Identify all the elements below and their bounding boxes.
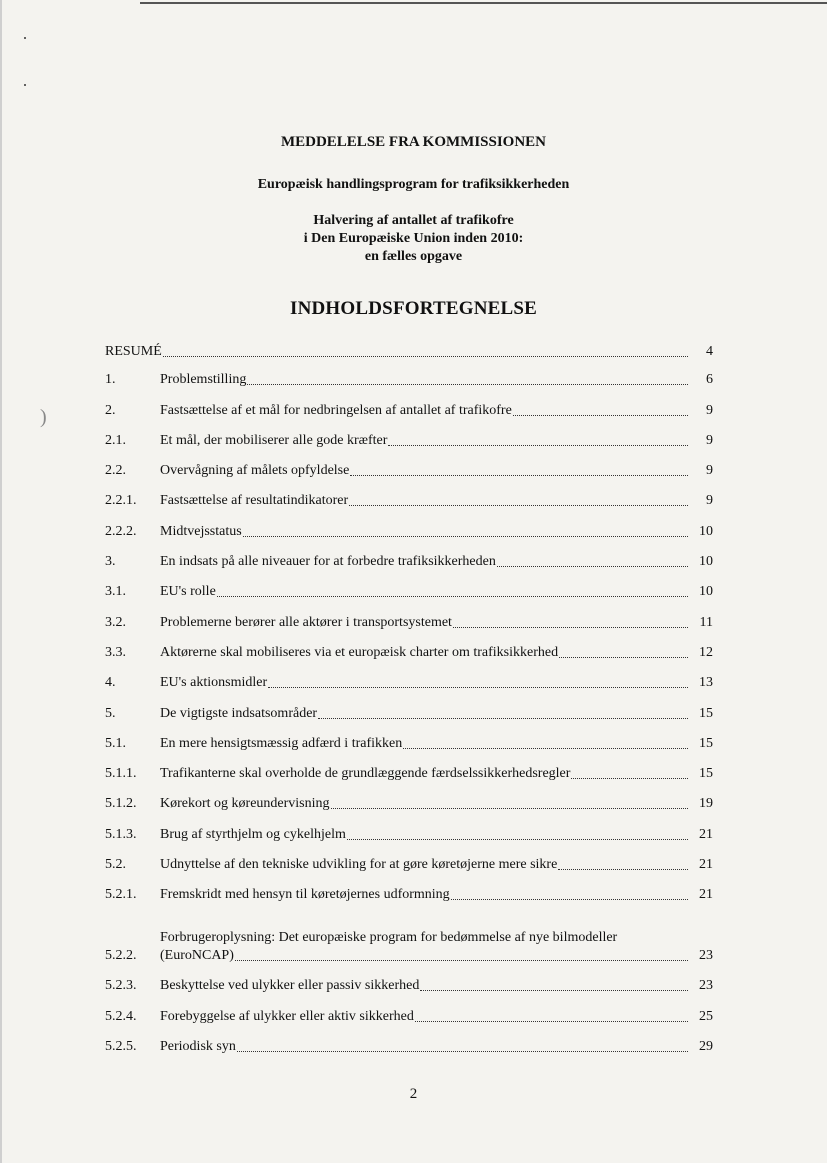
toc-entry[interactable] (105, 697, 713, 727)
dot-leader (331, 808, 688, 809)
toc-entry-label: Udnyttelse af den tekniske udvikling for at gøre køretøjerne mere sikre (160, 857, 558, 873)
toc-entry-page: 6 (706, 372, 713, 388)
toc-entry-number: 5.2.2. (105, 947, 137, 963)
toc-entry-number: 5.1.2. (105, 796, 137, 812)
dot-leader (451, 899, 688, 900)
toc-entry-page: 13 (699, 675, 713, 691)
dot-leader (559, 657, 688, 658)
toc-entry-label: Trafikanterne skal overholde de grundlæggende færdselssikkerhedsregler (160, 766, 571, 782)
page-number: 2 (409, 1086, 418, 1102)
dot-leader (247, 384, 688, 385)
toc-entry-page: 11 (699, 614, 713, 630)
toc-entry-page: 21 (699, 887, 713, 903)
dot-leader (497, 566, 688, 567)
toc-entry-number: 5.2.3. (105, 978, 137, 994)
toc-entry[interactable] (105, 637, 713, 667)
title-line: i Den Europæiske Union inden 2010: (303, 231, 524, 246)
toc-entry-number: 5.2.1. (105, 887, 137, 903)
toc-entry-page: 12 (699, 644, 713, 660)
toc-entry-number: 3.2. (105, 614, 126, 630)
toc-entry-page: 9 (706, 402, 713, 418)
toc-entry-page: 10 (699, 554, 713, 570)
table-of-contents (105, 338, 713, 1061)
toc-entry[interactable] (105, 970, 713, 1000)
toc-entry-page: 21 (699, 857, 713, 873)
toc-entry-number: 5.2.5. (105, 1038, 137, 1054)
toc-entry[interactable] (105, 1031, 713, 1061)
toc-entry[interactable] (105, 546, 713, 576)
toc-entry-label: Kørekort og køreundervisning (160, 796, 330, 812)
toc-entry-page: 29 (699, 1038, 713, 1054)
toc-entry-page: 21 (699, 826, 713, 842)
toc-entry-label: EU's aktionsmidler (160, 675, 268, 691)
toc-entry-page: 19 (699, 796, 713, 812)
toc-entry-label: Brug af styrthjelm og cykelhjelm (160, 826, 346, 842)
toc-entry-label: Aktørerne skal mobiliseres via et europæisk charter om trafiksikkerhed (160, 644, 559, 660)
toc-entry-number: 5.1.3. (105, 826, 137, 842)
dot-leader (318, 718, 688, 719)
dot-leader (243, 536, 688, 537)
toc-entry[interactable] (105, 818, 713, 848)
toc-entry[interactable] (105, 667, 713, 697)
dot-leader (268, 687, 688, 688)
toc-entry-label: Fremskridt med hensyn til køretøjernes udformning (160, 887, 450, 903)
toc-entry-label: Problemstilling (160, 372, 247, 388)
toc-entry-label: Beskyttelse ved ulykker eller passiv sikkerhed (160, 978, 420, 994)
toc-entry-number: 5. (105, 705, 116, 721)
toc-entry[interactable] (105, 455, 713, 485)
toc-entry-page: 9 (706, 432, 713, 448)
toc-entry-label: Forbrugeroplysning: Det europæiske program for bedømmelse af nye bilmodeller (160, 929, 618, 945)
toc-entry-label: Problemerne berører alle aktører i transportsystemet (160, 614, 452, 630)
toc-entry[interactable] (105, 849, 713, 879)
toc-entry[interactable] (105, 576, 713, 606)
title-line: Halvering af antallet af trafikofre (313, 213, 514, 228)
toc-entry[interactable] (105, 909, 713, 970)
scan-mark: ) (40, 406, 47, 428)
toc-entry-label: (EuroNCAP) (160, 947, 234, 963)
scan-top-rule (140, 2, 827, 4)
toc-entry[interactable] (105, 606, 713, 636)
dot-leader (453, 627, 688, 628)
title-line: en fælles opgave (364, 249, 463, 264)
dot-leader (513, 415, 688, 416)
toc-entry-number: 3. (105, 554, 116, 570)
toc-entry-number: 2.1. (105, 432, 126, 448)
dot-leader (571, 778, 688, 779)
scan-speck (24, 37, 26, 39)
toc-heading: INDHOLDSFORTEGNELSE (289, 298, 538, 319)
toc-entry-page: 15 (699, 766, 713, 782)
toc-entry[interactable] (105, 1000, 713, 1030)
toc-entry[interactable] (105, 788, 713, 818)
toc-entry-label: En mere hensigtsmæssig adfærd i trafikken (160, 735, 403, 751)
toc-entry-number: 4. (105, 675, 116, 691)
toc-entry-label: Periodisk syn (160, 1038, 236, 1054)
toc-entry[interactable] (105, 728, 713, 758)
toc-entry-number: 5.1.1. (105, 766, 137, 782)
dot-leader (558, 869, 688, 870)
toc-entry-page: 23 (699, 978, 713, 994)
toc-entry-number: 2.2. (105, 463, 126, 479)
toc-entry[interactable] (105, 879, 713, 909)
dot-leader (403, 748, 688, 749)
dot-leader (235, 960, 688, 961)
toc-entry-number: 3.3. (105, 644, 126, 660)
toc-entry[interactable] (105, 485, 713, 515)
toc-entry-resume[interactable] (105, 338, 713, 364)
scan-speck (24, 84, 26, 86)
toc-entry-label: Midtvejsstatus (160, 523, 242, 539)
dot-leader (163, 356, 688, 357)
dot-leader (347, 839, 688, 840)
toc-entry-page: 15 (699, 735, 713, 751)
toc-entry-label: De vigtigste indsatsområder (160, 705, 318, 721)
toc-entry-page: 10 (699, 523, 713, 539)
toc-entry-page: 9 (706, 463, 713, 479)
toc-entry-page: 9 (706, 493, 713, 509)
document-subtitle: Europæisk handlingsprogram for trafiksikkerheden (257, 177, 570, 192)
toc-entry-number: 5.1. (105, 735, 126, 751)
toc-entry-label: Fastsættelse af resultatindikatorer (160, 493, 349, 509)
dot-leader (217, 596, 688, 597)
dot-leader (237, 1051, 688, 1052)
toc-entry-number: 2. (105, 402, 116, 418)
toc-entry-label: RESUMÉ (105, 344, 162, 359)
dot-leader (415, 1021, 688, 1022)
toc-entry[interactable] (105, 758, 713, 788)
toc-entry-label: Fastsættelse af et mål for nedbringelsen af antallet af trafikofre (160, 402, 512, 418)
dot-leader (349, 505, 688, 506)
toc-entry-label: EU's rolle (160, 584, 216, 600)
dot-leader (420, 990, 688, 991)
toc-entry-label: Et mål, der mobiliserer alle gode kræfter (160, 432, 388, 448)
toc-entry-label: Forebyggelse af ulykker eller aktiv sikkerhed (160, 1008, 414, 1024)
toc-entry-number: 5.2. (105, 857, 126, 873)
toc-entry-page: 10 (699, 584, 713, 600)
toc-entry-number: 2.2.1. (105, 493, 137, 509)
toc-entry-page: 25 (699, 1008, 713, 1024)
toc-entry[interactable] (105, 515, 713, 545)
dot-leader (388, 445, 688, 446)
toc-entry-label: En indsats på alle niveauer for at forbedre trafiksikkerheden (160, 554, 496, 570)
toc-entry[interactable] (105, 364, 713, 394)
document-heading: MEDDELELSE FRA KOMMISSIONEN (280, 134, 547, 150)
toc-entry[interactable] (105, 394, 713, 424)
toc-entry[interactable] (105, 425, 713, 455)
scan-left-edge (0, 0, 2, 1163)
toc-entry-number: 3.1. (105, 584, 126, 600)
toc-entry-number: 1. (105, 372, 116, 388)
document-title (0, 212, 827, 266)
toc-entry-page: 4 (706, 344, 713, 359)
toc-entry-label: Overvågning af målets opfyldelse (160, 463, 350, 479)
dot-leader (350, 475, 688, 476)
toc-entry-page: 15 (699, 705, 713, 721)
toc-entry-number: 2.2.2. (105, 523, 137, 539)
toc-entry-page: 23 (699, 947, 713, 963)
toc-entry-number: 5.2.4. (105, 1008, 137, 1024)
